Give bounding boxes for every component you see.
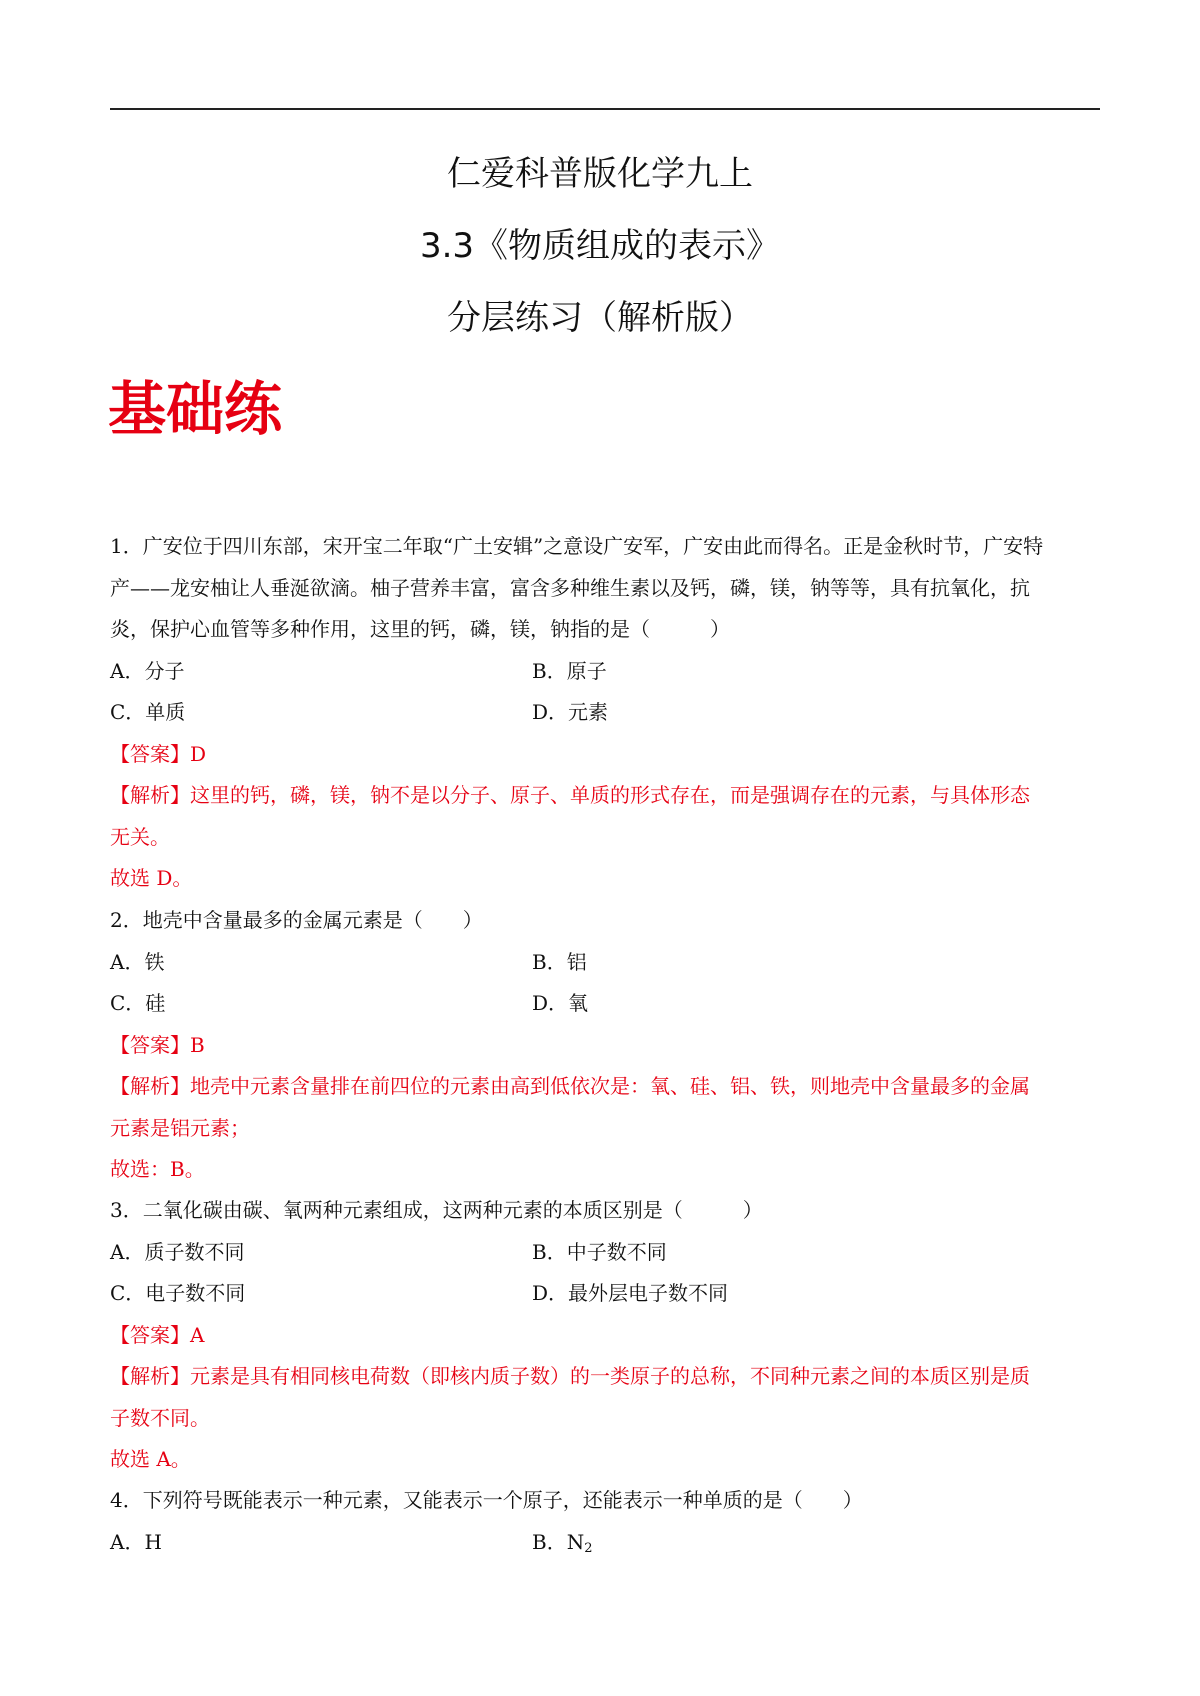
option-a: A．铁 bbox=[110, 949, 165, 974]
doc-title-line-3: 分层练习（解析版） bbox=[447, 298, 753, 338]
analysis: 【解析】地壳中元素含量排在前四位的元素由高到低依次是：氧、硅、铝、铁，则地壳中含量最多的金属 bbox=[110, 1074, 1030, 1098]
option-c: C．电子数不同 bbox=[110, 1281, 246, 1305]
answer: 【答案】B bbox=[110, 1032, 205, 1057]
option-b: B．原子 bbox=[532, 658, 607, 683]
header-rule bbox=[110, 108, 1100, 110]
option-b-label: B．N bbox=[532, 1529, 585, 1554]
section-title: 基础练 bbox=[108, 375, 283, 443]
analysis: 元素是铝元素； bbox=[110, 1115, 250, 1140]
question-stem: 4．下列符号既能表示一种元素，又能表示一个原子，还能表示一种单质的是（ ） bbox=[110, 1488, 863, 1512]
option-d: D．氧 bbox=[532, 991, 589, 1015]
options-row bbox=[110, 1232, 1100, 1274]
question-stem: 3．二氧化碳由碳、氧两种元素组成，这两种元素的本质区别是（ ） bbox=[110, 1198, 763, 1222]
analysis: 【解析】元素是具有相同核电荷数（即核内质子数）的一类原子的总称，不同种元素之间的本质区别是质 bbox=[110, 1364, 1030, 1388]
option-a: A．H bbox=[110, 1529, 162, 1554]
option-b bbox=[532, 1522, 954, 1570]
question-stem: 产——龙安柚让人垂涎欲滴。柚子营养丰富，富含多种维生素以及钙，磷，镁，钠等等，具有抗氧化，抗 bbox=[110, 575, 1030, 600]
doc-title-line-1: 仁爱科普版化学九上 bbox=[447, 154, 753, 194]
answer: 【答案】D bbox=[110, 741, 207, 766]
analysis: 无关。 bbox=[110, 824, 170, 849]
subscript: 2 bbox=[584, 1540, 593, 1556]
conclusion: 故选 A。 bbox=[110, 1447, 191, 1471]
options-row bbox=[110, 1273, 1100, 1315]
conclusion: 故选 D。 bbox=[110, 866, 193, 890]
option-c: C．硅 bbox=[110, 991, 166, 1015]
question-2 bbox=[110, 900, 1100, 1191]
answer: 【答案】A bbox=[110, 1322, 205, 1347]
analysis: 【解析】这里的钙，磷，镁，钠不是以分子、原子、单质的形式存在，而是强调存在的元素，与具体形态 bbox=[110, 783, 1030, 807]
options-row bbox=[110, 1522, 1100, 1570]
question-stem: 1．广安位于四川东部，宋开宝二年取“广土安辑”之意设广安军，广安由此而得名。正是金秋时节，广安特 bbox=[110, 534, 1044, 558]
option-c: C．单质 bbox=[110, 700, 186, 724]
options-row bbox=[110, 942, 1100, 984]
options-row bbox=[110, 651, 1100, 693]
question-stem: 2．地壳中含量最多的金属元素是（ ） bbox=[110, 908, 483, 932]
option-d: D．最外层电子数不同 bbox=[532, 1281, 729, 1305]
options-row bbox=[110, 983, 1100, 1025]
option-a: A．分子 bbox=[110, 658, 185, 683]
option-b: B．中子数不同 bbox=[532, 1239, 667, 1264]
question-4 bbox=[110, 1480, 1100, 1569]
option-b: B．铝 bbox=[532, 949, 587, 974]
doc-title-line-2: 3.3《物质组成的表示》 bbox=[419, 226, 781, 266]
option-a: A．质子数不同 bbox=[110, 1239, 245, 1264]
options-row bbox=[110, 692, 1100, 734]
analysis: 子数不同。 bbox=[110, 1405, 210, 1430]
question-stem: 炎，保护心血管等多种作用，这里的钙，磷，镁，钠指的是（ ） bbox=[110, 617, 730, 641]
conclusion: 故选：B。 bbox=[110, 1157, 205, 1181]
question-1 bbox=[110, 526, 1100, 900]
option-d: D．元素 bbox=[532, 700, 609, 724]
question-3 bbox=[110, 1190, 1100, 1481]
